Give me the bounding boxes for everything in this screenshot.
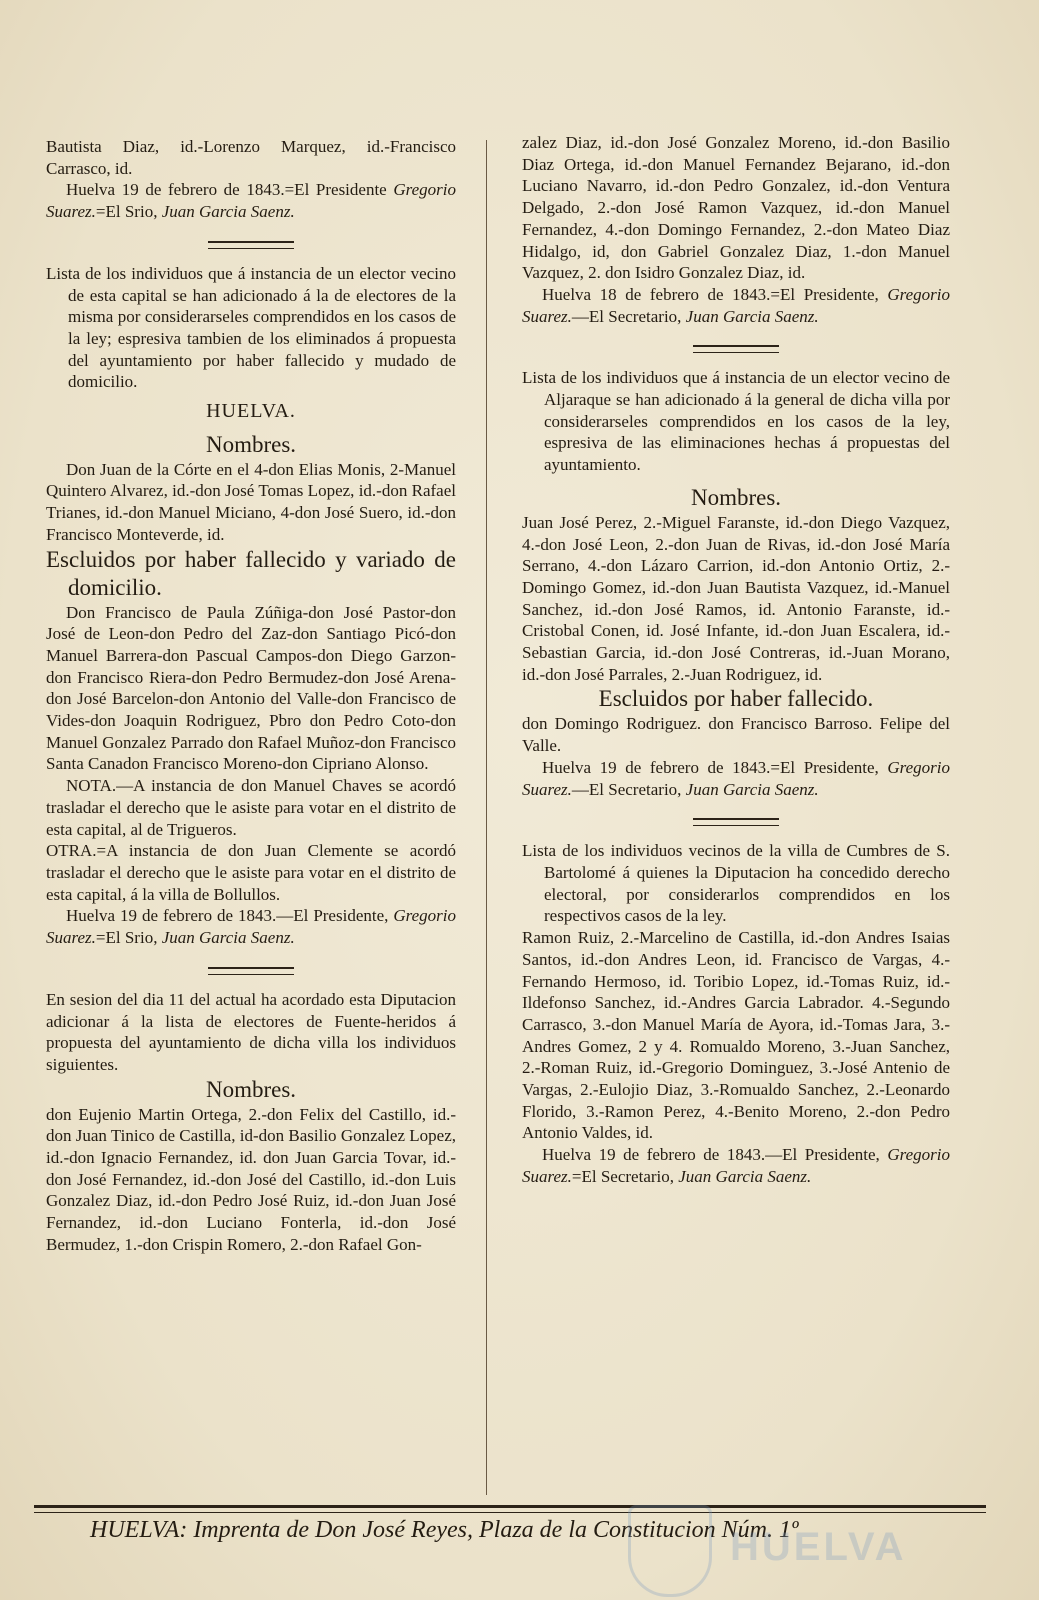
nota-paragraph: NOTA.—A instancia de don Manuel Chaves se acordó trasladar el derecho que le asiste para votar en el distrito de esta capital, al de Trigueros. <box>46 776 456 839</box>
signature-date: Huelva 19 de febrero de 1843.=El Presidente <box>66 180 387 200</box>
names-list-cumbres: Ramon Ruiz, 2.-Marcelino de Castilla, id.-don Andres Isaias Santos, id.-don Andres Leon, id. Francisco de Vargas, 4.-Fernando Hermoso, id. Toribio Lopez, id.-Tomas Ruiz, id.-Ildefonso Sanchez, id.-Andres Garcia Labrador. 4.-Segundo Carrasco, 3.-don Manuel María de Ayora, id.-Tomas Jara, 3.-Andres Gomez, 2 y 4. Romualdo Moreno, 3.-Juan Sanchez, 2.-Roman Ruiz, id.-Gregorio Dominguez, 3.-José Antenio de Vargas, 2.-Eulojio Diaz, 3.-Romualdo Sanchez, 2.-Leonardo Florido, 3.-Ramon Perez, 4.-Benito Moreno, 2.-don Pedro Antonio Valdes, id. <box>522 928 950 1143</box>
names-list-fuenteheridos: don Eujenio Martin Ortega, 2.-don Felix del Castillo, id.-don Juan Tinico de Castilla, id-don Basilio Gonzalez Lopez, id.-don Ignacio Fernandez, id. don Juan Garcia Tovar, id.-don José Fernandez, id.-don José del Castillo, id.-don Luis Gonzalez Diaz, id.-don Pedro José Ruiz, id.-don Juan José Fernandez, id.-don Luciano Fonterla, id.-don José Bermudez, 1.-don Crispin Romero, 2.-don Rafael Gon- <box>46 1104 456 1254</box>
signature-date: Huelva 19 de febrero de 1843.—El Presidente, <box>542 1145 880 1165</box>
secretary-label: =El Srio, <box>95 202 158 222</box>
left-signature-1 <box>46 179 456 222</box>
president-name: Gregorio Suarez. <box>522 284 951 326</box>
president-name: Gregorio Suarez. <box>522 1145 950 1186</box>
president-name: Gregorio Suarez. <box>46 906 456 948</box>
imprint-footer: HUELVA: Imprenta de Don José Reyes, Plaza de la Constitucion Núm. 1º <box>90 1517 799 1543</box>
secretary-name: Juan Garcia Saenz. <box>161 928 295 948</box>
excluded-heading: Escluidos por haber fallecido y variado de domicilio. <box>46 546 456 600</box>
names-heading: Nombres. <box>205 1076 297 1102</box>
names-heading: Nombres. <box>205 431 297 457</box>
place-heading: HUELVA. <box>206 400 296 423</box>
section-rule <box>208 967 294 975</box>
secretary-label: —El Secretario, <box>571 306 682 326</box>
excluded-list-huelva: Don Francisco de Paula Zúñiga-don José Pastor-don José de Leon-don Pedro del Zaz-don Santiago Picó-don Manuel Barrera-don Pascual Campos-don Diego Garzon-don Francisco Riera-don Pedro Bermudez-don José Arena-don José Barcelon-don Antonio del Valle-don Francisco de Vides-don Joaquin Rodriguez, Pbro don Pedro Coto-don Manuel Gonzalez Parrado don Rafael Muñoz-don Francisco Santa Canadon Francisco Moreno-don Cipriano Alonso. <box>46 602 456 774</box>
column-divider <box>486 140 487 1495</box>
president-name: Gregorio Suarez. <box>46 180 457 222</box>
names-list-continued: zalez Diaz, id.-don José Gonzalez Moreno, id.-don Basilio Diaz Ortega, id.-don Manuel Fernandez Bejarano, id.-don Luciano Navarro, id.-don Pedro Gonzalez, id.-don Ventura Delgado, 2.-don José Ramon Vazquez, id.-don Manuel Fernandez, 4.-don Domingo Fernandez, 2.-don Mateo Diaz Hidalgo, id, don Gabriel Gonzalez Diaz, 1.-don Manuel Vazquez, 2. don Isidro Gonzalez Diaz, id. <box>522 133 950 283</box>
secretary-name: Juan Garcia Saenz. <box>685 306 819 326</box>
left-opening-text: Bautista Diaz, id.-Lorenzo Marquez, id.-Francisco Carrasco, id. <box>46 137 456 178</box>
left-signature-2 <box>46 905 456 948</box>
list-intro-cumbres: Lista de los individuos vecinos de la villa de Cumbres de S. Bartolomé á quienes la Diputacion ha concedido derecho electoral, por considerarlos comprendidos en los respectivos casos de la ley. <box>522 841 950 926</box>
signature-date: Huelva 19 de febrero de 1843.—El Presidente, <box>66 906 389 926</box>
secretary-label: =El Srio, <box>95 928 158 948</box>
names-list-aljaraque: Juan José Perez, 2.-Miguel Faranste, id.-don Diego Vazquez, 4.-don José Leon, 2.-don Juan de Rivas, id.-don José María Serrano, 4.-don Lázaro Carrion, id.-don Antonio Ortiz, 2.-Domingo Gomez, id.-don Juan Bautista Vazquez, id.-Manuel Sanchez, id.-don José Ramos, id. Antonio Faranste, id.-Cristobal Conen, id. José Infante, id.-don Juan Escalera, id.-Sebastian Garcia, id.-don José Contreras, id.-Juan Morano, id.-don José Parrales, 2.-Juan Rodriguez, id. <box>522 512 950 684</box>
right-signature-2 <box>522 757 950 800</box>
names-heading: Nombres. <box>690 484 782 510</box>
right-column <box>522 132 950 1188</box>
right-signature-1 <box>522 284 950 327</box>
president-name: Gregorio Suarez. <box>522 757 951 799</box>
watermark-emblem-icon <box>628 1505 712 1597</box>
section-rule <box>208 241 294 249</box>
list-intro-huelva: Lista de los individuos que á instancia de un elector vecino de esta capital se han adicionado á la de electores de la misma por considerarseles comprendidos en los casos de la ley; espresiva tambien de los eliminados á propuesta del ayuntamiento por haber fallecido y mudado de domicilio. <box>46 263 456 392</box>
signature-date: Huelva 18 de febrero de 1843.=El Presidente, <box>542 284 879 304</box>
section-rule <box>693 345 779 353</box>
footer-rule <box>34 1505 986 1513</box>
secretary-name: Juan Garcia Saenz. <box>685 779 819 799</box>
excluded-heading: Escluidos por haber fallecido. <box>598 686 874 712</box>
sesion-paragraph: En sesion del dia 11 del actual ha acordado esta Diputacion adicionar á la lista de electores de Fuente-heridos á propuesta del ayuntamiento de dicha villa los individuos siguientes. <box>46 989 456 1074</box>
right-signature-3 <box>522 1144 950 1187</box>
archive-watermark: HUELVA <box>730 1525 907 1569</box>
secretary-name: Juan Garcia Saenz. <box>678 1166 812 1186</box>
left-column <box>46 136 456 1256</box>
excluded-list-aljaraque: don Domingo Rodriguez. don Francisco Barroso. Felipe del Valle. <box>522 714 950 756</box>
secretary-label: —El Secretario, <box>571 779 682 799</box>
secretary-label: =El Secretario, <box>571 1166 675 1186</box>
secretary-name: Juan Garcia Saenz. <box>161 202 295 222</box>
signature-date: Huelva 19 de febrero de 1843.=El Presidente, <box>542 757 879 777</box>
section-rule <box>693 818 779 826</box>
otra-paragraph: OTRA.=A instancia de don Juan Clemente se acordó trasladar el derecho que le asiste para votar en el distrito de esta capital, á la villa de Bollullos. <box>46 841 456 904</box>
names-list-huelva: Don Juan de la Córte en el 4-don Elias Monis, 2-Manuel Quintero Alvarez, id.-don José Tomas Lopez, id.-don Rafael Trianes, id.-don Manuel Miciano, 4-don José Suero, id.-don Francisco Monteverde, id. <box>46 459 456 544</box>
list-intro-aljaraque: Lista de los individuos que á instancia de un elector vecino de Aljaraque se han adicionado á la general de dicha villa por considerarseles comprendidos en los casos de la ley, espresiva de las eliminaciones hechas á propuestas del ayuntamiento. <box>522 368 950 475</box>
